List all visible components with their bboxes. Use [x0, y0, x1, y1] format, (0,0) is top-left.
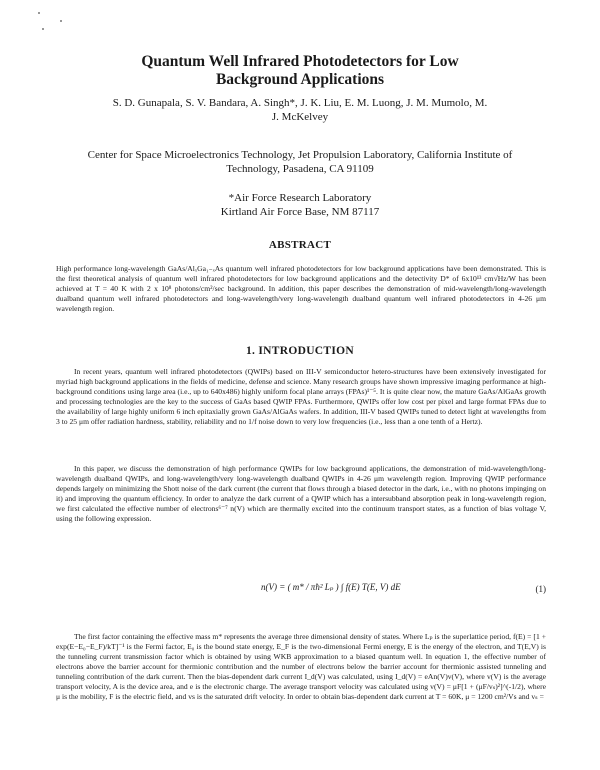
intro-paragraph-3: The first factor containing the effective mass m* represents the average three dimensional density of states. Where Lₚ is the superlattice period, f(E) = [1 + exp(E−E₀−E_F)/kT]⁻¹ is the Fermi factor, E₀ is the bound state energy, E_F is the two-dimensional Fermi energy, E is the energy of the electron, and T(E,V) is the tunneling current transmission factor which is obtained by using WKB approximation to a biased quantum well. In equation 1, the effective number of electrons above the barrier account for thermionic contribution and the number of electrons below the barrier account for thermionic assisted tunneling and tunneling contribution of the dark current. Then the bias-dependent dark current I_d(V) was calculated, using I_d(V) = eAn(V)v(V), where v(V) is the average transport velocity, A is the device area, and e is the electronic charge. The average transport velocity was calculated using v(V) = μF[1 + (μF/vₛ)²]^(-1/2), where μ is the mobility, F is the electric field, and vs is the saturated drift velocity. In order to obtain bias-dependent dark current at T = 60K, μ = 1200 cm²/Vs and vₛ = [56, 632, 546, 701]
abstract-heading: ABSTRACT [268, 239, 332, 251]
paper-title: Quantum Well Infrared Photodetectors for Low Background Applications [141, 53, 459, 88]
scan-speck [42, 28, 44, 30]
abstract-text: High performance long-wavelength GaAs/AlₓGa₁₋ₓAs quantum well infrared photodetectors for low background applications have been demonstrated. This is the first theoretical analysis of quantum well infrared photodetectors for low background applications and the detectivity D* of 6x10¹³ cm√Hz/W has been achieved at T = 40 K with 2 x 10⁸ photons/cm²/sec background. In addition, this paper describes the demonstration of mid-wavelength/long-wavelength dualband quantum well infrared photodetectors and long-wavelength/very long-wavelength dualband quantum well infrared photodetectors in 4-26 μm wavelength region. [56, 264, 546, 313]
equation-number: (1) [535, 584, 546, 594]
affiliation-primary: Center for Space Microelectronics Technology, Jet Propulsion Laboratory, California Institute of Technology, Pasadena, CA 91109 [87, 149, 513, 175]
introduction-heading: 1. INTRODUCTION [245, 345, 354, 357]
affiliation-secondary-line1: *Air Force Research Laboratory [228, 192, 372, 204]
equation-1 [56, 576, 546, 612]
scan-speck [38, 12, 40, 14]
scan-speck [60, 20, 62, 22]
author-list: S. D. Gunapala, S. V. Bandara, A. Singh*, J. K. Liu, E. M. Luong, J. M. Mumolo, M. J. McKelvey [112, 97, 488, 123]
intro-paragraph-1: In recent years, quantum well infrared photodetectors (QWIPs) based on III-V semiconductor hetero-structures have been extensively investigated for myriad high background applications in the fields of medicine, defense and science. Many research groups have shown impressive imaging performance at high-background conditions using large area (i.e., up to 640x486) highly uniform focal plane arrays (FPAs)¹⁻⁵. It is quite clear now, the mature GaAs/AlGaAs growth and processing technologies are the key to the success of GaAs based QWIP FPAs. Furthermore, QWIPs offer low cost per pixel and large format FPAs due to the availability of large highly uniform 6 inch epitaxially grown GaAs/AlGaAs wafers. In addition, III-V based QWIPs tuned to detect light at wavelengths from 3 to 25 μm offer radiation hardness, stability, reliability and no 1/f noise down to very low frequencies (i.e., less than a one tenth of a Hertz). [56, 367, 546, 426]
affiliation-secondary [150, 191, 450, 219]
affiliation-secondary-line2: Kirtland Air Force Base, NM 87117 [220, 206, 380, 218]
equation-body: n(V) = ( m* / πħ² Lₚ ) ∫ f(E) T(E, V) dE [261, 582, 401, 592]
intro-paragraph-2: In this paper, we discuss the demonstration of high performance QWIPs for low background applications, the demonstration of mid-wavelength/long-wavelength dualband QWIPs, and long-wavelength/very long-wavelength dualband QWIPs in 4-26 μm wavelength region. Improving QWIP performance depends largely on minimizing the Shott noise of the dark current (the current that flows through a biased detector in the dark, i.e., with no photons impinging on it) and improving the quantum efficiency. In order to analyze the dark current of a QWIP which has a intersubband absorption peak in long-wavelength region, we first calculated the effective number of electrons⁶⁻⁷ n(V) which are thermally excited into the continuum transport states, as a function of bias voltage V, using the following expression. [56, 464, 546, 523]
